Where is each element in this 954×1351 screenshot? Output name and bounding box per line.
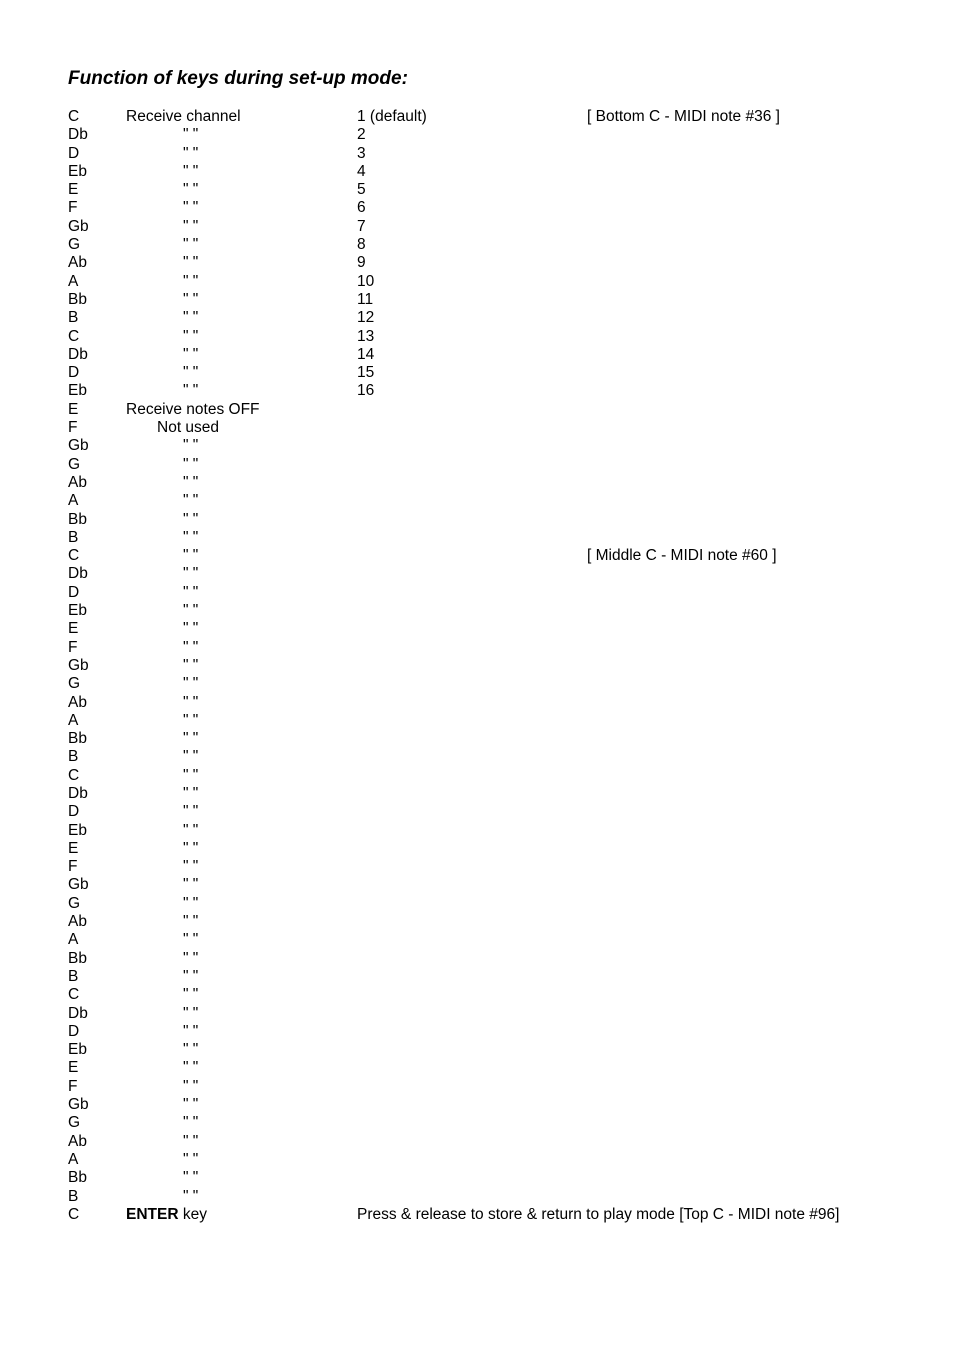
key-note: E [68,1059,79,1077]
key-value: 12 [357,309,375,327]
table-row [68,675,928,693]
key-note: A [68,931,79,949]
key-suffix: key [178,1205,207,1223]
key-note: Ab [68,473,87,491]
table-row [68,199,928,217]
table-row [68,108,928,126]
key-function: " " [183,144,199,162]
table-row [68,858,928,876]
key-note: Gb [68,876,89,894]
key-value: 16 [357,382,375,400]
table-row [68,1188,928,1206]
key-function: " " [183,730,199,748]
key-function: " " [183,894,199,912]
table-row [68,273,928,291]
key-note: G [68,1114,81,1132]
key-value: 1 (default) [357,108,427,125]
table-row [68,236,928,254]
key-note: Eb [68,1041,87,1059]
enter-description: Press & release to store & return to play mode [Top C - MIDI note #96] [357,1205,840,1223]
key-note: F [68,419,78,437]
key-function: " " [183,1041,199,1059]
key-function: " " [183,492,199,510]
key-note: B [68,1187,79,1205]
table-row [68,1133,928,1151]
key-note: D [68,803,80,821]
key-function: " " [183,839,199,857]
key-function: " " [183,967,199,985]
table-row [68,492,928,510]
key-note: Eb [68,162,87,180]
key-function: " " [183,1059,199,1077]
table-row [68,803,928,821]
key-function: " " [183,693,199,711]
table-row [68,163,928,181]
key-note: Eb [68,602,87,620]
key-function: " " [183,931,199,949]
key-note: Db [68,1004,88,1022]
key-value: 15 [357,364,375,382]
key-function: " " [183,656,199,674]
table-row [68,145,928,163]
table-row [68,785,928,803]
key-value: 6 [357,199,366,217]
key-function: " " [183,1022,199,1040]
key-note: Bb [68,510,87,528]
key-note: B [68,967,79,985]
table-row [68,1169,928,1187]
key-function: " " [183,345,199,363]
key-note: G [68,675,81,693]
table-row [68,913,928,931]
key-function: " " [183,364,199,382]
key-function: " " [183,565,199,583]
key-value: 14 [357,345,375,363]
key-note: G [68,894,81,912]
key-function: " " [183,199,199,217]
key-note: Gb [68,656,89,674]
key-note: C [68,108,80,125]
key-note: Db [68,784,88,802]
key-function: " " [183,528,199,546]
key-note: Gb [68,217,89,235]
table-row [68,931,928,949]
table-row [68,986,928,1004]
table-row [68,730,928,748]
key-function: " " [183,473,199,491]
key-note: C [68,547,80,565]
key-function: " " [183,1169,199,1187]
key-note: F [68,1077,78,1095]
key-note: Bb [68,949,87,967]
table-row [68,1151,928,1169]
key-function: " " [183,711,199,729]
key-note: Db [68,345,88,363]
key-value: 13 [357,327,375,345]
key-note: Gb [68,437,89,455]
key-function: " " [183,784,199,802]
key-note: E [68,839,79,857]
key-function: " " [183,236,199,254]
key-value: 8 [357,236,366,254]
key-function: " " [183,620,199,638]
key-note: Ab [68,913,87,931]
page-title: Function of keys during set-up mode: [68,68,408,89]
key-value: 4 [357,162,366,180]
table-row [68,1114,928,1132]
key-function-table [68,108,928,1224]
key-function: " " [183,1150,199,1168]
key-function: " " [183,858,199,876]
key-value: 3 [357,144,366,162]
enter-row [68,1206,928,1224]
table-row [68,584,928,602]
table-row [68,291,928,309]
table-row [68,840,928,858]
table-row [68,712,928,730]
key-function: " " [183,1077,199,1095]
key-note: D [68,144,80,162]
key-note: A [68,492,79,510]
key-function: Receive channel [126,108,241,125]
key-function: " " [183,272,199,290]
table-row [68,968,928,986]
key-remark: [ Bottom C - MIDI note #36 ] [587,108,780,125]
key-note: Eb [68,821,87,839]
key-function: " " [183,455,199,473]
key-note: B [68,748,79,766]
table-row [68,767,928,785]
table-row [68,401,928,419]
key-note: Ab [68,254,87,272]
key-note: C [68,327,80,345]
key-function: " " [183,1004,199,1022]
key-note: F [68,638,78,656]
table-row [68,382,928,400]
table-row [68,822,928,840]
key-function: " " [183,162,199,180]
table-row [68,1078,928,1096]
table-row [68,950,928,968]
key-value: 7 [357,217,366,235]
table-row [68,254,928,272]
key-note: F [68,858,78,876]
key-note: E [68,400,79,418]
key-function: " " [183,748,199,766]
table-row [68,1096,928,1114]
key-note: Db [68,126,88,144]
table-row [68,1041,928,1059]
table-row [68,126,928,144]
table-row [68,1023,928,1041]
key-note: C [68,766,80,784]
table-row [68,565,928,583]
key-function: " " [183,327,199,345]
table-row [68,876,928,894]
key-function: " " [183,986,199,1004]
key-note: G [68,455,81,473]
enter-key-label: ENTER [126,1205,179,1223]
key-function: " " [183,803,199,821]
key-note: F [68,199,78,217]
key-note: B [68,309,79,327]
key-function: " " [183,766,199,784]
key-note: E [68,620,79,638]
table-row [68,748,928,766]
key-function: " " [183,583,199,601]
key-function: Receive notes OFF [126,400,260,418]
key-function: Not used [157,419,220,437]
key-function: " " [183,547,199,565]
key-function: " " [183,876,199,894]
key-function: " " [183,382,199,400]
key-value: 5 [357,181,366,199]
key-note: Gb [68,1096,89,1114]
table-row [68,309,928,327]
table-row [68,602,928,620]
table-row [68,419,928,437]
table-row [68,511,928,529]
key-note: A [68,1150,79,1168]
table-row [68,620,928,638]
key-value: 2 [357,126,366,144]
key-function: " " [183,675,199,693]
key-function: " " [183,602,199,620]
key-note: Ab [68,693,87,711]
table-row [68,218,928,236]
table-row [68,437,928,455]
key-function: " " [183,1187,199,1205]
key-value: 11 [357,290,374,308]
key-note: D [68,583,80,601]
key-note: Eb [68,382,87,400]
key-note: D [68,364,80,382]
table-row [68,657,928,675]
key-value: 9 [357,254,366,272]
key-function: " " [183,1132,199,1150]
key-function [126,1206,207,1224]
table-row [68,456,928,474]
key-function: " " [183,181,199,199]
table-row [68,895,928,913]
key-note: A [68,711,79,729]
key-function: " " [183,638,199,656]
table-row [68,474,928,492]
key-function: " " [183,290,199,308]
key-function: " " [183,949,199,967]
key-function: " " [183,1096,199,1114]
table-row [68,1059,928,1077]
table-row [68,694,928,712]
table-row [68,547,928,565]
key-function: " " [183,309,199,327]
key-note: Bb [68,730,87,748]
key-note: G [68,236,81,254]
key-note: Bb [68,1169,87,1187]
key-note: Db [68,565,88,583]
key-function: " " [183,254,199,272]
key-value: 10 [357,272,375,290]
key-note: Bb [68,290,87,308]
key-note: A [68,272,79,290]
key-note: B [68,528,79,546]
key-function: " " [183,510,199,528]
key-function: " " [183,913,199,931]
table-row [68,181,928,199]
table-row [68,328,928,346]
key-remark: [ Middle C - MIDI note #60 ] [587,547,777,565]
table-row [68,364,928,382]
table-row [68,529,928,547]
key-function: " " [183,217,199,235]
table-row [68,346,928,364]
key-note: E [68,181,79,199]
key-function: " " [183,1114,199,1132]
table-row [68,1005,928,1023]
key-note: C [68,1205,80,1223]
key-note: Ab [68,1132,87,1150]
table-row [68,639,928,657]
key-function: " " [183,126,199,144]
key-note: C [68,986,80,1004]
key-function: " " [183,437,199,455]
key-function: " " [183,821,199,839]
key-note: D [68,1022,80,1040]
